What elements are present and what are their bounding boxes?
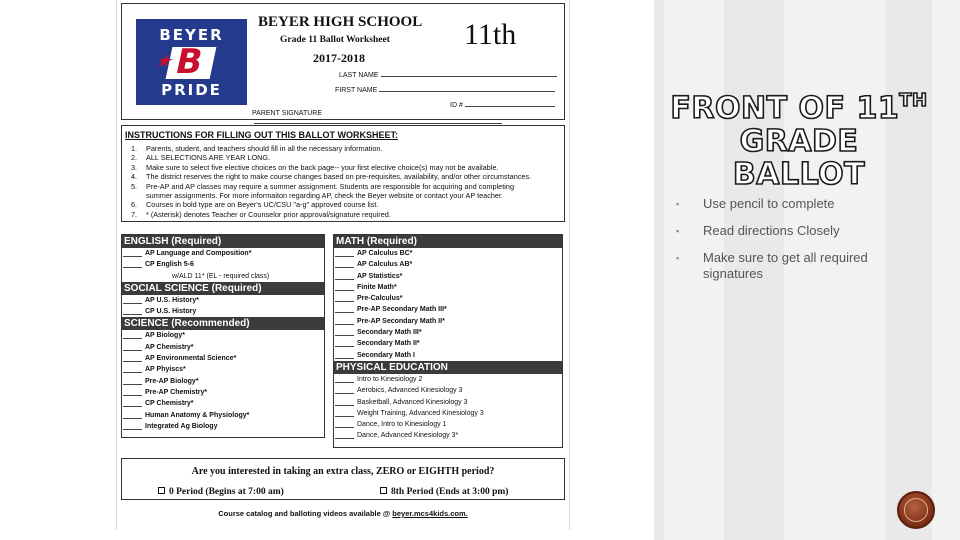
zero-period-option — [158, 487, 284, 497]
instruction-item — [131, 182, 563, 191]
instruction-number: 2. — [131, 153, 138, 163]
instruction-number — [131, 191, 146, 200]
logo-b-letter: B — [171, 42, 207, 82]
course-select-line — [123, 256, 142, 257]
bullet-text: Make sure to get all required signatures — [703, 250, 868, 281]
course-select-line — [123, 429, 142, 430]
course-label: AP Calculus BC* — [357, 250, 413, 257]
worksheet-name: Grade 11 Ballot Worksheet — [280, 35, 390, 45]
panel-stripe — [654, 0, 664, 540]
course-select-line — [335, 290, 354, 291]
title-superscript: TH — [899, 90, 928, 111]
course-row — [122, 376, 324, 387]
eighth-period-option — [380, 487, 508, 497]
course-row — [122, 330, 324, 341]
course-row — [334, 327, 562, 338]
id-label: ID # — [450, 102, 463, 109]
course-row — [334, 419, 562, 430]
school-year: 2017-2018 — [313, 51, 365, 65]
course-row — [334, 316, 562, 327]
course-row — [334, 259, 562, 270]
course-select-line — [335, 279, 354, 280]
instruction-number: 1. — [131, 144, 138, 153]
zero-period-label: 0 Period (Begins at 7:00 am) — [169, 487, 284, 497]
last-name-label: LAST NAME — [339, 72, 379, 79]
course-label: AP Environmental Science* — [145, 355, 237, 363]
instruction-text: Courses in bold type are on Beyer's UC/CSU "a-g" approved course list. — [146, 200, 379, 210]
course-select-line — [335, 324, 354, 325]
right-course-column — [333, 234, 563, 448]
section-header: SOCIAL SCIENCE (Required) — [122, 282, 324, 295]
course-select-line — [335, 312, 354, 313]
extra-period-box — [121, 458, 565, 500]
course-label: Pre-AP Secondary Math II* — [357, 317, 445, 325]
course-label: w/ALD 11* (EL - required class) — [172, 272, 270, 280]
course-row — [334, 293, 562, 304]
emblem-ring — [904, 498, 928, 522]
footer-text: Course catalog and balloting videos available @ — [218, 509, 393, 518]
course-label: Secondary Math II* — [357, 340, 420, 348]
course-row — [334, 430, 562, 441]
instruction-number: 5. — [131, 181, 138, 191]
instruction-item — [131, 200, 563, 209]
course-row — [122, 364, 324, 375]
course-select-line — [123, 350, 142, 351]
instructions-title: INSTRUCTIONS FOR FILLING OUT THIS BALLOT WORKSHEET: — [125, 130, 398, 140]
eighth-period-label: 8th Period (Ends at 3:00 pm) — [391, 487, 509, 497]
instruction-number: 4. — [131, 172, 138, 182]
slide-title — [654, 84, 944, 191]
course-select-line — [335, 405, 354, 406]
course-select-line — [123, 338, 142, 339]
grade-label: 11th — [464, 18, 517, 51]
instruction-item — [131, 144, 563, 153]
instruction-number: 3. — [131, 162, 138, 172]
course-label: AP Biology* — [145, 332, 185, 340]
logo-b-mark — [153, 42, 217, 82]
checkbox-icon — [158, 487, 165, 494]
course-label: Pre-AP Biology* — [145, 377, 199, 385]
parent-signature-field — [252, 110, 564, 126]
course-row — [122, 295, 324, 306]
course-select-line — [335, 301, 354, 302]
course-row — [122, 387, 324, 398]
course-select-line — [335, 427, 354, 428]
id-field — [450, 100, 555, 109]
course-label: Intro to Kinesiology 2 — [357, 375, 423, 383]
instruction-item — [131, 153, 563, 162]
course-row — [334, 374, 562, 385]
instruction-item — [131, 172, 563, 181]
course-row — [334, 271, 562, 282]
bullet-item — [676, 223, 916, 239]
instruction-item — [131, 210, 563, 219]
course-select-line — [335, 335, 354, 336]
instruction-text: Pre-AP and AP classes may require a summer assignment. Students are responsible for acquiring and completing — [146, 181, 515, 191]
bullet-icon: ▪ — [676, 253, 680, 263]
instruction-text: ALL SELECTIONS ARE YEAR LONG. — [146, 153, 271, 163]
course-label: Weight Training, Advanced Kinesiology 3 — [357, 409, 484, 417]
instructions-list — [131, 144, 563, 219]
title-line-1: FRONT OF 11 — [670, 91, 900, 126]
instruction-item — [131, 163, 563, 172]
course-label: Human Anatomy & Physiology* — [145, 411, 250, 419]
course-label: AP Phyiscs* — [145, 366, 186, 374]
course-select-line — [123, 372, 142, 373]
course-label: Pre-AP Secondary Math III* — [357, 306, 447, 314]
course-select-line — [123, 303, 142, 304]
course-row — [334, 304, 562, 315]
instruction-number: 7. — [131, 209, 138, 219]
course-select-line — [335, 267, 354, 268]
title-line-2: GRADE — [739, 124, 859, 159]
star-icon: ★ — [153, 51, 174, 71]
course-select-line — [335, 358, 354, 359]
section-header: PHYSICAL EDUCATION — [334, 361, 562, 374]
title-line-3: BALLOT — [732, 157, 866, 192]
course-label: Dance, Advanced Kinesiology 3* — [357, 432, 459, 440]
checkbox-icon — [380, 487, 387, 494]
course-select-line — [335, 382, 354, 383]
course-row — [122, 421, 324, 432]
course-row — [334, 350, 562, 361]
course-label: Dance, Intro to Kinesiology 1 — [357, 421, 447, 429]
logo-text-bottom: PRIDE — [161, 81, 222, 99]
course-label: AP Calculus AB* — [357, 261, 413, 269]
bullet-text: Use pencil to complete — [703, 196, 835, 211]
course-select-line — [335, 438, 354, 439]
bullet-item — [676, 196, 916, 212]
course-select-line — [335, 416, 354, 417]
course-label: Basketball, Advanced Kinesiology 3 — [357, 398, 468, 406]
instruction-text: The district reserves the right to make course changes based on pre-requisites, availability, and/or other circumstances. — [146, 172, 532, 182]
section-header: ENGLISH (Required) — [122, 235, 324, 248]
course-row — [122, 353, 324, 364]
course-label: Aerobics, Advanced Kinesiology 3 — [357, 387, 463, 395]
course-row — [122, 248, 324, 259]
logo-text-top: BEYER — [159, 26, 224, 44]
course-select-line — [335, 256, 354, 257]
course-label: Finite Math* — [357, 283, 397, 291]
course-label: AP Chemistry* — [145, 343, 194, 351]
section-header: MATH (Required) — [334, 235, 562, 248]
course-label: AP U.S. History* — [145, 296, 199, 304]
course-select-line — [335, 346, 354, 347]
last-name-field — [339, 70, 557, 79]
course-label: Integrated Ag Biology — [145, 422, 218, 430]
course-row — [122, 271, 324, 282]
bullet-text: Read directions Closely — [703, 223, 840, 238]
bullet-icon: ▪ — [676, 199, 680, 209]
beyer-pride-logo — [136, 19, 247, 105]
left-course-column — [121, 234, 325, 438]
first-name-label: FIRST NAME — [335, 87, 378, 94]
course-select-line — [123, 418, 142, 419]
course-label: AP Language and Composition* — [145, 250, 252, 257]
course-row — [334, 248, 562, 259]
course-row — [334, 408, 562, 419]
school-name: BEYER HIGH SCHOOL — [258, 14, 423, 30]
extra-period-question: Are you interested in taking an extra class, ZERO or EIGHTH period? — [191, 466, 495, 477]
course-row — [334, 338, 562, 349]
ballot-worksheet-image — [116, 0, 570, 530]
course-label: AP Statistics* — [357, 272, 403, 280]
course-label: Pre-AP Chemistry* — [145, 388, 208, 396]
instruction-number: 6. — [131, 200, 138, 210]
section-header: SCIENCE (Recommended) — [122, 317, 324, 330]
course-label: CP U.S. History — [145, 308, 197, 316]
course-row — [122, 410, 324, 421]
emblem-icon — [897, 491, 935, 529]
instruction-text: * (Asterisk) denotes Teacher or Counselor prior approval/signature required. — [146, 209, 391, 219]
parent-signature-label: PARENT SIGNATURE — [252, 110, 323, 117]
course-row — [334, 385, 562, 396]
course-select-line — [123, 395, 142, 396]
course-label: CP English 5-6 — [145, 261, 194, 269]
footer-note — [117, 509, 569, 518]
footer-link: beyer.mcs4kids.com. — [392, 509, 468, 518]
course-label: CP Chemistry* — [145, 400, 194, 408]
course-select-line — [335, 393, 354, 394]
course-row — [334, 397, 562, 408]
course-label: Secondary Math I — [357, 351, 415, 359]
header-frame — [121, 3, 565, 120]
course-row — [334, 282, 562, 293]
bullet-icon: ▪ — [676, 226, 680, 236]
course-select-line — [123, 406, 142, 407]
course-row — [122, 306, 324, 317]
course-row — [122, 398, 324, 409]
instruction-text: summer assignments. For more informaiton regarding AP, check the Beyer website or contact your AP teacher. — [146, 191, 504, 201]
course-select-line — [123, 314, 142, 315]
bullet-list — [676, 196, 916, 293]
course-select-line — [123, 267, 142, 268]
instruction-text: Parents, student, and teachers should fill in all the necessary information. — [146, 144, 383, 153]
course-select-line — [123, 361, 142, 362]
course-label: Secondary Math III* — [357, 329, 422, 337]
instruction-item — [131, 191, 563, 200]
instruction-text: Make sure to select five elective choices on the back page-- your first elective choice(s) may not be available. — [146, 162, 499, 172]
instructions-box — [121, 125, 565, 222]
first-name-field — [335, 85, 555, 94]
course-row — [122, 342, 324, 353]
bullet-item — [676, 250, 916, 282]
course-row — [122, 259, 324, 270]
course-select-line — [123, 384, 142, 385]
course-label: Pre-Calculus* — [357, 295, 403, 303]
